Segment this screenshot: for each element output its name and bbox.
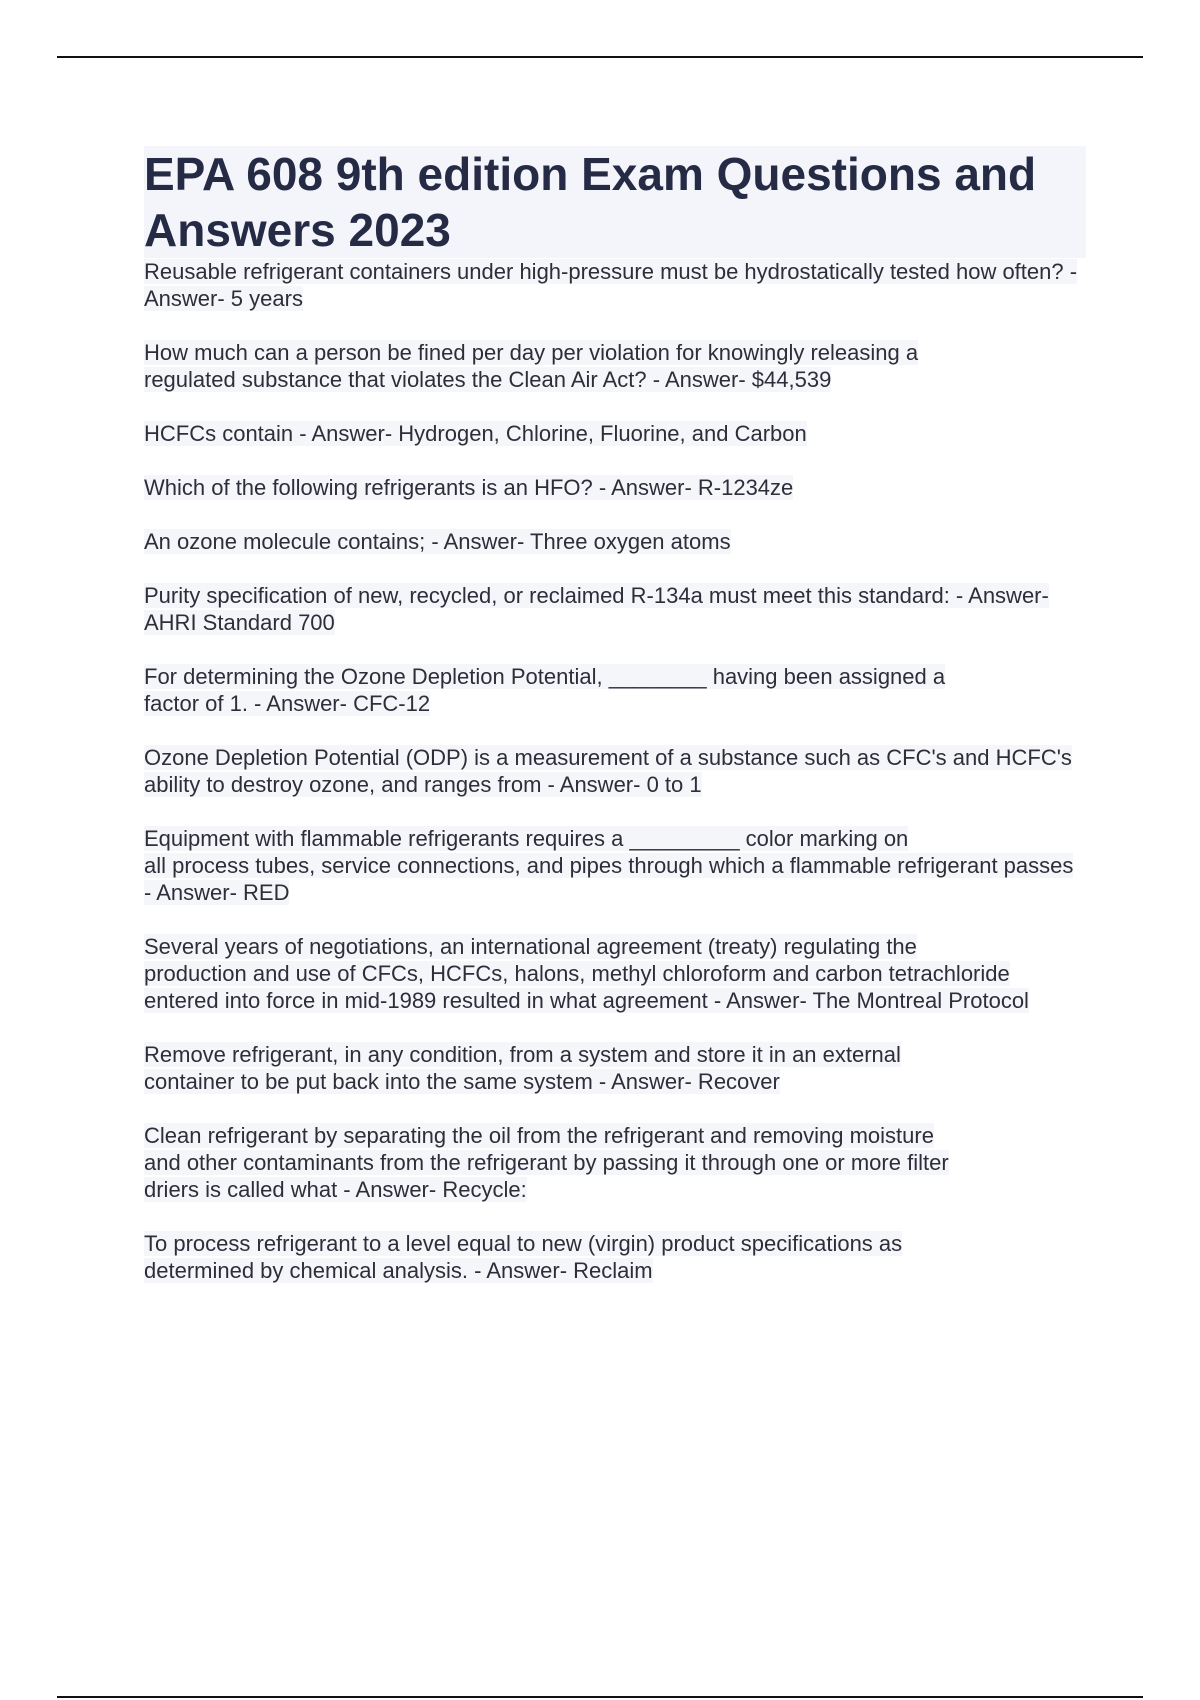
qa-text: Clean refrigerant by separating the oil from the refrigerant and removing moisture and other contaminants from the refrigerant by passing it through one or more filter driers is called what - Answer- Recycle: xyxy=(144,1123,949,1202)
qa-item xyxy=(144,933,1086,1014)
qa-item xyxy=(144,1230,1086,1284)
qa-item xyxy=(144,744,1086,798)
qa-text: HCFCs contain - Answer- Hydrogen, Chlorine, Fluorine, and Carbon xyxy=(144,421,807,446)
qa-text: Several years of negotiations, an international agreement (treaty) regulating the production and use of CFCs, HCFCs, halons, methyl chloroform and carbon tetrachloride entered into force in mid-1989 resulted in what agreement - Answer- The Montreal Protocol xyxy=(144,934,1029,1013)
qa-item xyxy=(144,663,1086,717)
qa-text: Remove refrigerant, in any condition, from a system and store it in an external container to be put back into the same system - Answer- Recover xyxy=(144,1042,901,1094)
footer-rule xyxy=(57,1696,1143,1698)
qa-text: Purity specification of new, recycled, or reclaimed R-134a must meet this standard: - Answer- AHRI Standard 700 xyxy=(144,583,1049,635)
qa-item xyxy=(144,474,1086,501)
document-title: EPA 608 9th edition Exam Questions and Answers 2023 xyxy=(144,146,1086,258)
header-rule xyxy=(57,56,1143,58)
qa-item xyxy=(144,420,1086,447)
qa-list xyxy=(144,258,1086,1284)
qa-text: How much can a person be fined per day per violation for knowingly releasing a regulated substance that violates the Clean Air Act? - Answer- $44,539 xyxy=(144,340,919,392)
qa-item xyxy=(144,582,1086,636)
qa-item xyxy=(144,258,1086,312)
qa-item xyxy=(144,1041,1086,1095)
qa-text: Equipment with flammable refrigerants requires a _________ color marking on all process tubes, service connections, and pipes through which a flammable refrigerant passes - Answer- RED xyxy=(144,826,1074,905)
qa-item xyxy=(144,528,1086,555)
qa-text: An ozone molecule contains; - Answer- Three oxygen atoms xyxy=(144,529,731,554)
document-body xyxy=(144,146,1086,1311)
qa-text: Reusable refrigerant containers under high-pressure must be hydrostatically tested how often? - Answer- 5 years xyxy=(144,259,1078,311)
qa-text: Which of the following refrigerants is an HFO? - Answer- R-1234ze xyxy=(144,475,794,500)
qa-item xyxy=(144,825,1086,906)
qa-item xyxy=(144,339,1086,393)
qa-item xyxy=(144,1122,1086,1203)
qa-text: To process refrigerant to a level equal to new (virgin) product specifications as determined by chemical analysis. - Answer- Reclaim xyxy=(144,1231,903,1283)
qa-text: Ozone Depletion Potential (ODP) is a measurement of a substance such as CFC's and HCFC's ability to destroy ozone, and ranges from - Answer- 0 to 1 xyxy=(144,745,1072,797)
qa-text: For determining the Ozone Depletion Potential, ________ having been assigned a factor of 1. - Answer- CFC-12 xyxy=(144,664,946,716)
